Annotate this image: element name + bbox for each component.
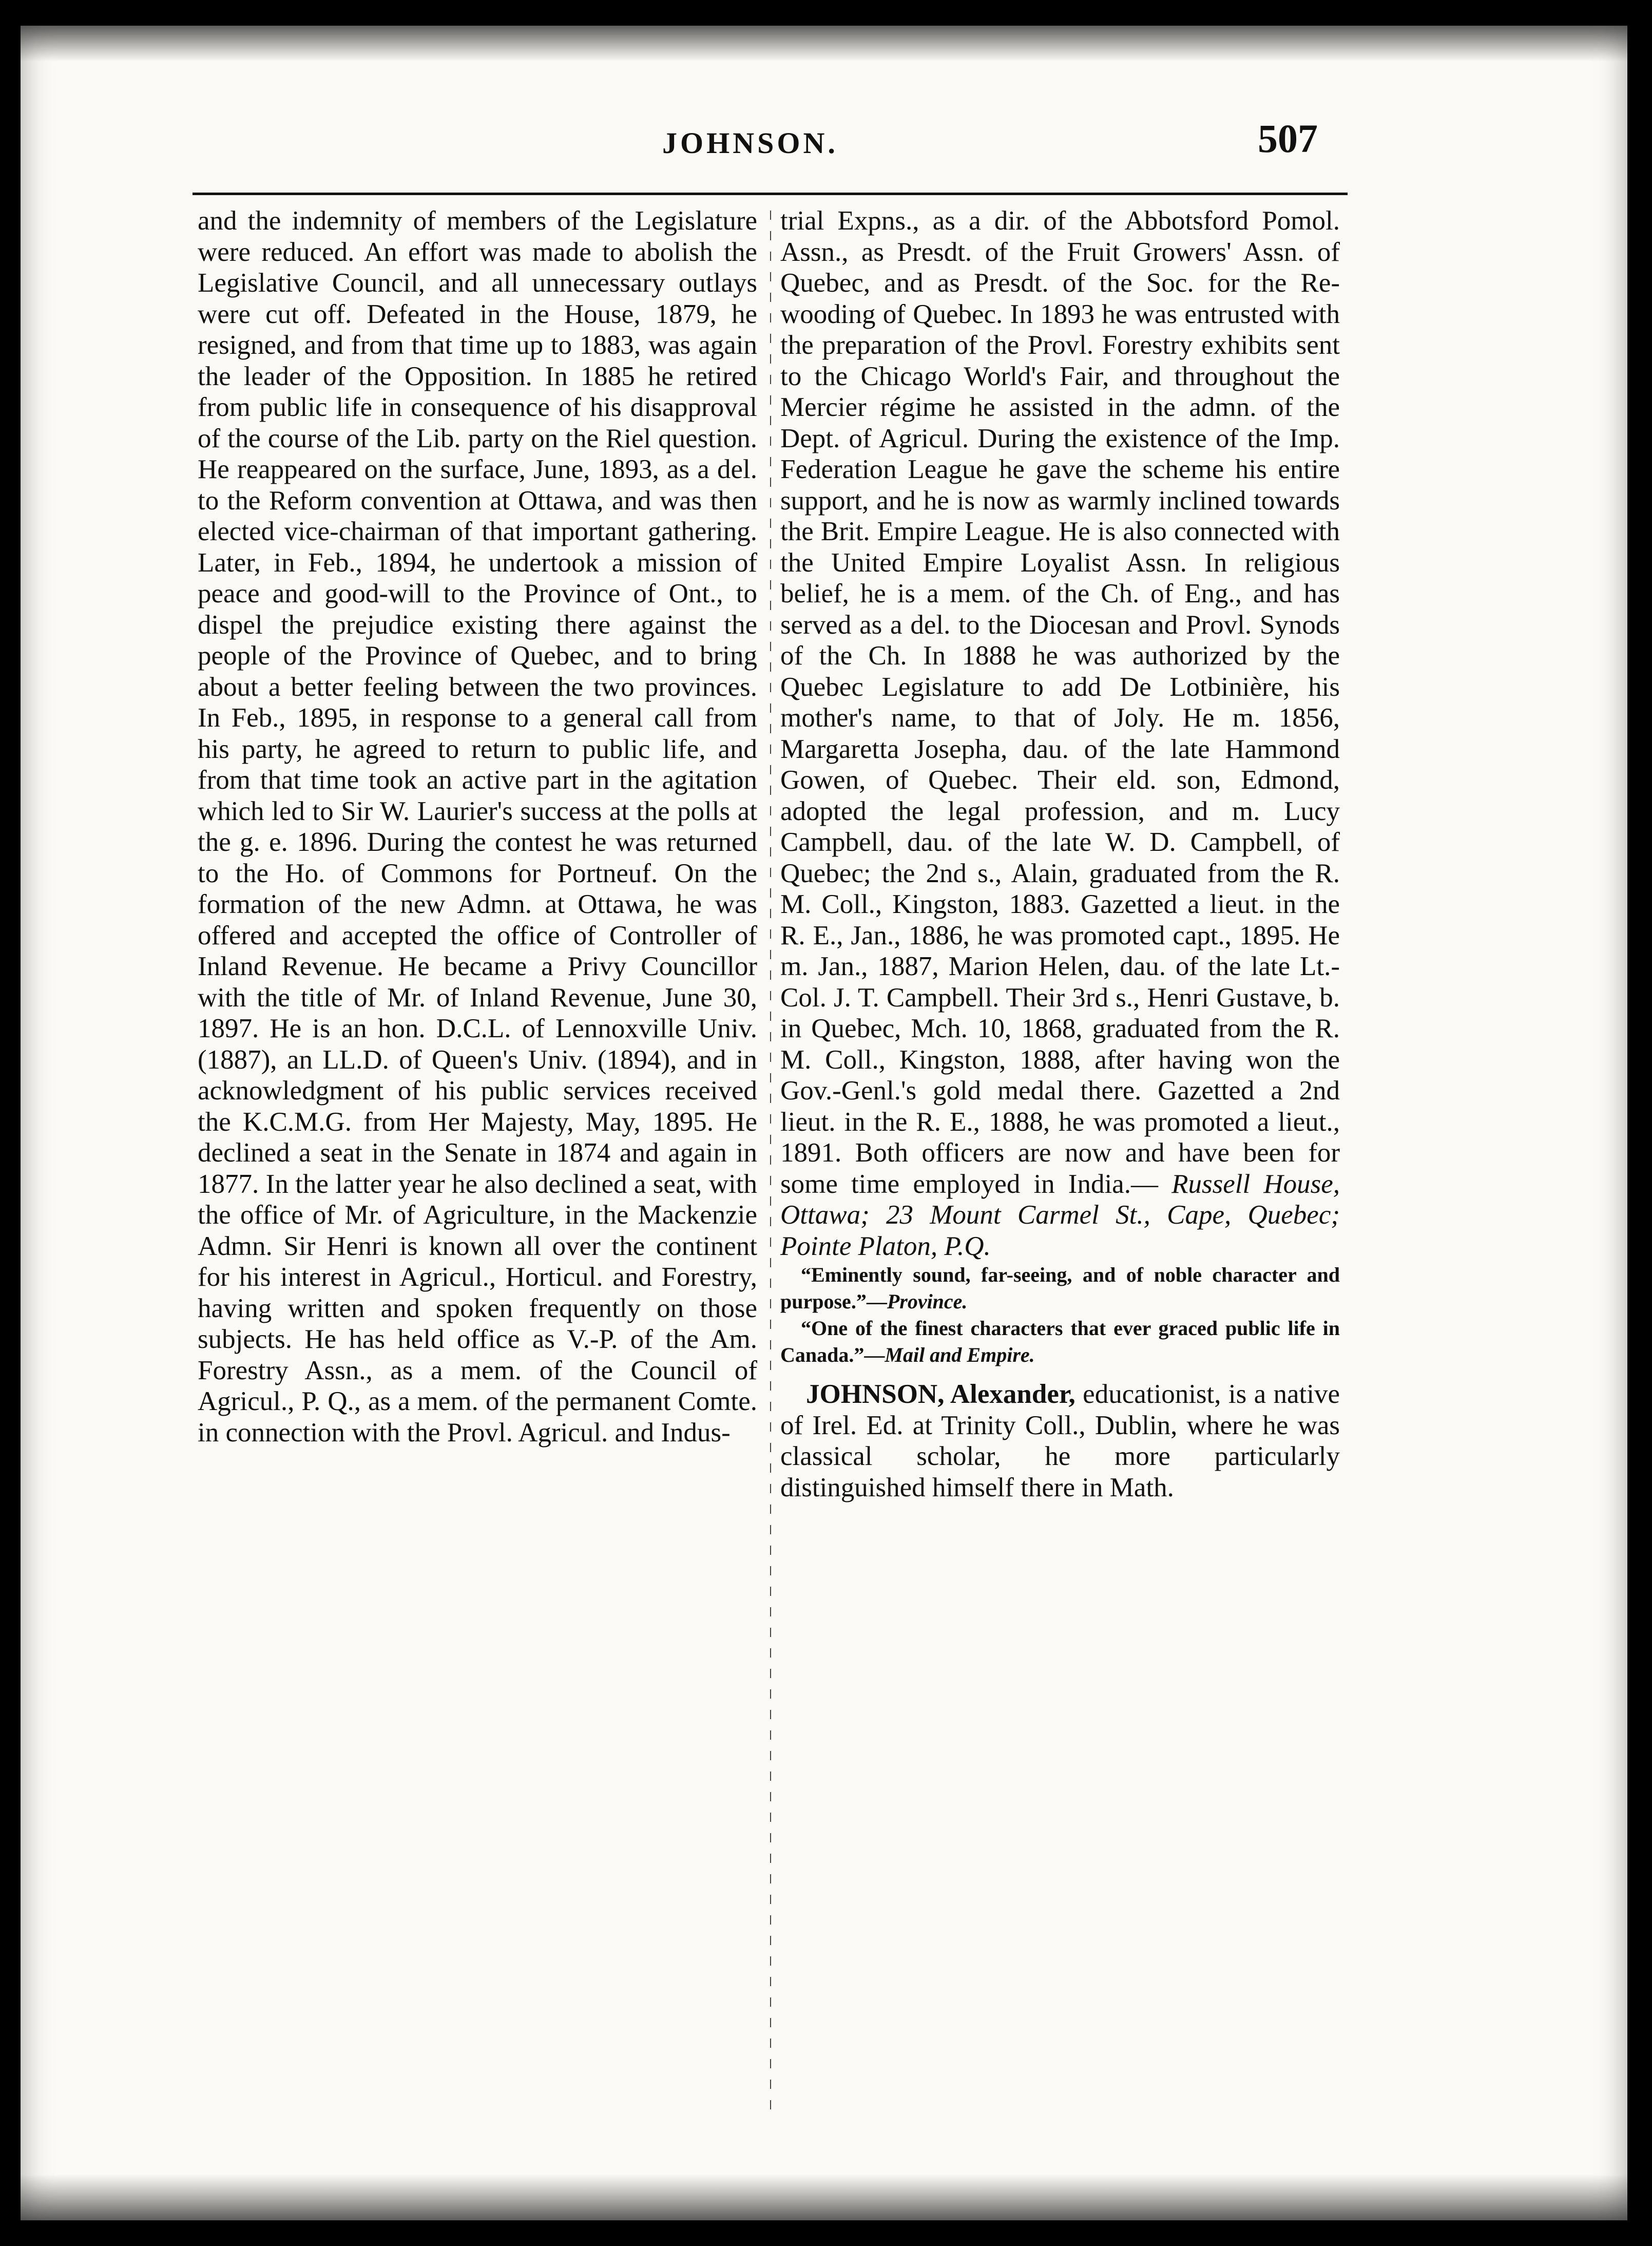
next-entry xyxy=(780,1379,1340,1503)
left-column-text: and the indemnity of members of the Legislature were reduced. An effort was made to abolish the Legislative Council, and all unnecessary outlays were cut off. Defeated in the House, 1879, he resigned, and from that time up to 1883, was again the leader of the Opposition. In 1885 he retired from public life in consequence of his disapproval of the course of the Lib. party on the Riel question. He reappeared on the surface, June, 1893, as a del. to the Reform convention at Ottawa, and was then elected vice-chairman of that important gathering. Later, in Feb., 1894, he undertook a mission of peace and good-will to the Province of Ont., to dispel the prejudice existing there against the people of the Province of Quebec, and to bring about a better feeling between the two provinces. In Feb., 1895, in response to a general call from his party, he agreed to return to public life, and from that time took an active part in the agitation which led to Sir W. Laurier's success at the polls at the g. e. 1896. During the contest he was returned to the Ho. of Commons for Portneuf. On the formation of the new Admn. at Ottawa, he was offered and accepted the office of Controller of Inland Revenue. He became a Privy Councillor with the title of Mr. of Inland Revenue, June 30, 1897. He is an hon. D.C.L. of Lennoxville Univ. (1887), an LL.D. of Queen's Univ. (1894), and in acknowledgment of his public services received the K.C.M.G. from Her Majesty, May, 1895. He declined a seat in the Senate in 1874 and again in 1877. In the latter year he also declined a seat, with the office of Mr. of Agriculture, in the Mackenzie Admn. Sir Henri is known all over the continent for his interest in Agricul., Horticul. and Forestry, having written and spoken frequently on those subjects. He has held office as V.-P. of the Am. Forestry Assn., as a mem. of the Council of Agricul., P. Q., as a mem. of the permanent Comte. in connection with the Provl. Agricul. and Indus- xyxy=(198,206,757,1448)
right-column xyxy=(780,205,1340,1503)
quote-1-source: Province. xyxy=(887,1290,968,1313)
quote-2-source: Mail and Empire. xyxy=(885,1343,1035,1366)
scan-shadow-bottom xyxy=(21,2174,1627,2220)
press-quote-2 xyxy=(780,1315,1340,1368)
next-entry-text: educationist, is a native of Irel. Ed. at Trinity Coll., Dublin, where he was classical scholar, he more particularly distinguished himself there in Math. xyxy=(780,1379,1340,1502)
entry-body: trial Expns., as a dir. of the Abbotsford Pomol. Assn., as Presdt. of the Fruit Growers' Assn. of Quebec, and as Presdt. of the Soc. for the Re-wooding of Quebec. In 1893 he was entrusted with the preparation of the Provl. Forestry exhibits sent to the Chicago World's Fair, and throughout the Mercier régime he assisted in the admn. of the Dept. of Agricul. During the existence of the Imp. Federation League he gave the scheme his entire support, and he is now as warmly inclined towards the Brit. Empire League. He is also connected with the United Empire Loyalist Assn. In religious belief, he is a mem. of the Ch. of Eng., and has served as a del. to the Diocesan and Provl. Synods of the Ch. In 1888 he was authorized by the Quebec Legislature to add De Lotbinière, his mother's name, to that of Joly. He m. 1856, Margaretta Josepha, dau. of the late Hammond Gowen, of Quebec. Their eld. son, Edmond, adopted the legal profession, and m. Lucy Campbell, dau. of the late W. D. Campbell, of Quebec; the 2nd s., Alain, graduated from the R. M. Coll., Kingston, 1883. Gazetted a lieut. in the R. E., Jan., 1886, he was promoted capt., 1895. He m. Jan., 1887, Marion Helen, dau. of the late Lt.-Col. J. T. Campbell. Their 3rd s., Henri Gustave, b. in Quebec, Mch. 10, 1868, graduated from the R. M. Coll., Kingston, 1888, after having won the Gov.-Genl.'s gold medal there. Gazetted a 2nd lieut. in the R. E., 1888, he was promoted a lieut., 1891. Both officers are now and have been for some time employed in India.— xyxy=(780,206,1340,1199)
scan-shadow-top xyxy=(21,26,1627,62)
entry-address: Russell House, Ottawa; 23 Mount Carmel St., Cape, Quebec; Pointe Platon, P.Q. xyxy=(780,1169,1340,1261)
quote-2-text: “One of the finest characters that ever graced public life in Canada.”— xyxy=(780,1317,1340,1366)
page-number: 507 xyxy=(1258,116,1318,161)
next-entry-headword: JOHNSON, Alexander, xyxy=(806,1379,1075,1409)
press-quote-1 xyxy=(780,1262,1340,1315)
column-divider xyxy=(770,211,771,2110)
left-column xyxy=(198,205,757,1448)
right-column-text xyxy=(780,205,1340,1262)
quote-1-text: “Eminently sound, far-seeing, and of noble character and purpose.”— xyxy=(780,1263,1340,1313)
header-rule xyxy=(193,193,1348,195)
running-head: JOHNSON. xyxy=(662,126,838,160)
